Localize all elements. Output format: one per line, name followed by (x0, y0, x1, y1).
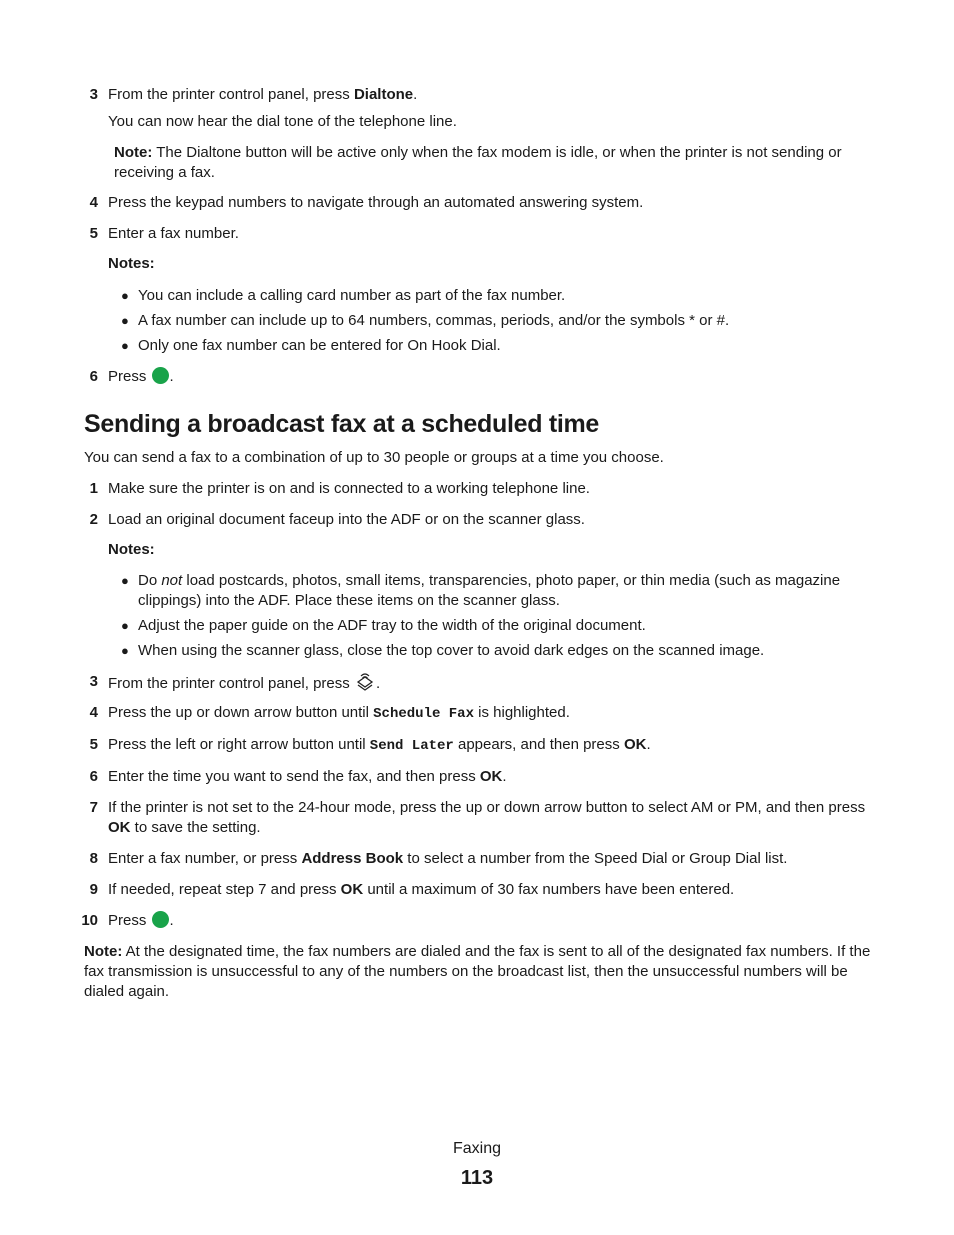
step-number: 4 (89, 704, 98, 721)
step-6-text: Enter the time you want to send the fax, and then press OK. (108, 768, 507, 785)
step-3-text: From the printer control panel, press . (108, 672, 380, 694)
step-number: 6 (89, 768, 98, 785)
step-number: 2 (89, 511, 98, 528)
broadcast-note: Note: At the designated time, the fax numbers are dialed and the fax is sent to all of the designated fax numbers. If the fax transmission is unsuccessful to any of the numbers on the broadcast list, then the unsuccessful numbers will be dialed again. (84, 943, 871, 1000)
bullet-icon: ● (121, 618, 129, 633)
step-number: 6 (89, 368, 98, 385)
step-6-text: Press . (108, 368, 174, 385)
step-4-text: Press the up or down arrow button until Schedule Fax is highlighted. (108, 704, 570, 722)
start-button-icon (152, 911, 169, 928)
bullet-icon: ● (121, 338, 129, 353)
step-5-text: Enter a fax number. (108, 225, 239, 242)
notes-label: Notes: (108, 541, 155, 558)
step-number: 4 (89, 194, 98, 211)
step-4-text: Press the keypad numbers to navigate through an automated answering system. (108, 194, 644, 211)
step-3-subtext: You can now hear the dial tone of the telephone line. (108, 113, 457, 130)
section-intro: You can send a fax to a combination of up to 30 people or groups at a time you choose. (84, 449, 664, 466)
display-text: Schedule Fax (373, 706, 474, 722)
step-number: 3 (89, 86, 98, 103)
list-item: A fax number can include up to 64 numbers, commas, periods, and/or the symbols * or #. (138, 312, 730, 329)
step-1-text: Make sure the printer is on and is connected to a working telephone line. (108, 480, 590, 497)
notes-label: Notes: (108, 255, 155, 272)
step-number: 5 (89, 225, 98, 242)
list-item: Do not load postcards, photos, small items, transparencies, photo paper, or thin media (such as magazine clippings) into the ADF. Place these items on the scanner glass. (138, 572, 841, 609)
list-item: You can include a calling card number as part of the fax number. (138, 287, 566, 304)
list-item: When using the scanner glass, close the top cover to avoid dark edges on the scanned image. (138, 642, 765, 659)
step-7-text: If the printer is not set to the 24-hour mode, press the up or down arrow button to select AM or PM, and then press OK to save the setting. (108, 799, 866, 836)
start-button-icon (152, 367, 169, 384)
step-5-text: Press the left or right arrow button until Send Later appears, and then press OK. (108, 736, 651, 754)
step-number: 5 (89, 736, 98, 753)
bullet-icon: ● (121, 573, 129, 588)
step-number: 7 (89, 799, 98, 816)
step-8-text: Enter a fax number, or press Address Book to select a number from the Speed Dial or Group Dial list. (108, 850, 788, 867)
step-number: 10 (81, 912, 98, 929)
step-2-text: Load an original document faceup into the ADF or on the scanner glass. (108, 511, 585, 528)
bullet-icon: ● (121, 288, 129, 303)
list-item: Adjust the paper guide on the ADF tray to the width of the original document. (138, 617, 646, 634)
page-number: 113 (460, 1167, 494, 1189)
step-number: 1 (89, 480, 98, 497)
step-number: 3 (89, 673, 98, 690)
step-10-text: Press . (108, 912, 174, 929)
step-3-text: From the printer control panel, press Dialtone. (108, 86, 418, 103)
dialtone-note: Note: The Dialtone button will be active only when the fax modem is idle, or when the printer is not sending or receiving a fax. (114, 144, 842, 181)
bullet-icon: ● (121, 313, 129, 328)
display-text: Send Later (369, 738, 454, 754)
list-item: Only one fax number can be entered for On Hook Dial. (138, 337, 501, 354)
bullet-icon: ● (121, 643, 129, 658)
step-9-text: If needed, repeat step 7 and press OK until a maximum of 30 fax numbers have been entered. (108, 881, 735, 898)
step-number: 9 (89, 881, 98, 898)
step-number: 8 (89, 850, 98, 867)
section-title: Sending a broadcast fax at a scheduled time (84, 410, 600, 438)
fax-icon (355, 672, 375, 692)
footer-chapter: Faxing (452, 1140, 502, 1157)
